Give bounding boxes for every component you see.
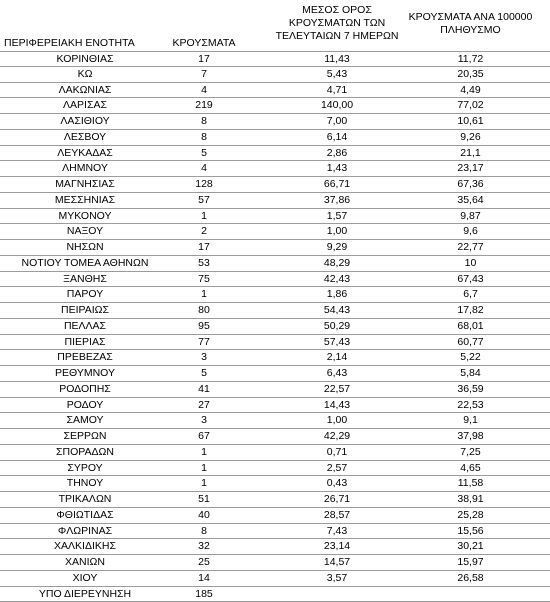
cell-cases: 32: [168, 539, 240, 554]
table-row: [0, 508, 550, 524]
header-mean-7-days: ΜΕΣΟΣ ΟΡΟΣ ΚΡΟΥΣΜΑΤΩΝ ΤΩΝ ΤΕΛΕΥΤΑΙΩΝ 7 ΗΜΕΡΩΝ: [272, 4, 402, 43]
cell-region: ΣΠΟΡΑΔΩΝ: [0, 445, 170, 460]
table-row: [0, 555, 550, 571]
cell-cases-per-100k: 67,36: [403, 177, 538, 192]
cell-region: ΜΑΓΝΗΣΙΑΣ: [0, 177, 170, 192]
cell-cases-per-100k: 37,98: [403, 429, 538, 444]
cell-region: ΜΕΣΣΗΝΙΑΣ: [0, 193, 170, 208]
cell-region: ΣΥΡΟΥ: [0, 461, 170, 476]
cell-region: ΠΡΕΒΕΖΑΣ: [0, 350, 170, 365]
cell-mean-7-days: 2,14: [272, 350, 402, 365]
table-row: [0, 130, 550, 146]
cell-cases: 3: [168, 413, 240, 428]
header-cases-per-100k: ΚΡΟΥΣΜΑΤΑ ΑΝΑ 100000 ΠΛΗΘΥΣΜΟ: [403, 11, 538, 37]
cell-region: ΞΑΝΘΗΣ: [0, 272, 170, 287]
table-row: [0, 335, 550, 351]
cell-mean-7-days: 42,29: [272, 429, 402, 444]
cell-mean-7-days: 2,86: [272, 146, 402, 161]
cell-mean-7-days: 140,00: [272, 98, 402, 113]
cell-mean-7-days: 5,43: [272, 67, 402, 82]
table-row: [0, 445, 550, 461]
cell-mean-7-days: 54,43: [272, 303, 402, 318]
table-row: [0, 413, 550, 429]
cell-cases: 3: [168, 350, 240, 365]
cell-cases-per-100k: 15,97: [403, 555, 538, 570]
cell-region: ΛΕΣΒΟΥ: [0, 130, 170, 145]
cell-cases-per-100k: 30,21: [403, 539, 538, 554]
cell-cases-per-100k: 5,22: [403, 350, 538, 365]
cell-mean-7-days: 4,71: [272, 83, 402, 98]
cell-mean-7-days: 3,57: [272, 571, 402, 586]
cell-mean-7-days: 7,43: [272, 524, 402, 539]
cell-cases-per-100k: 38,91: [403, 492, 538, 507]
cell-mean-7-days: 7,00: [272, 114, 402, 129]
cell-region: ΛΗΜΝΟΥ: [0, 161, 170, 176]
cell-cases-per-100k: 9,26: [403, 130, 538, 145]
table-row: [0, 224, 550, 240]
cell-region: ΝΟΤΙΟΥ ΤΟΜΕΑ ΑΘΗΝΩΝ: [0, 256, 170, 271]
table-row: [0, 524, 550, 540]
cell-cases: 128: [168, 177, 240, 192]
cell-region: ΠΕΙΡΑΙΩΣ: [0, 303, 170, 318]
cell-cases-per-100k: 4,49: [403, 83, 538, 98]
cell-region: ΝΑΞΟΥ: [0, 224, 170, 239]
cell-cases: 219: [168, 98, 240, 113]
cell-cases-per-100k: 9,6: [403, 224, 538, 239]
cell-region: ΥΠΟ ΔΙΕΡΕΥΝΗΣΗ: [0, 587, 170, 602]
cell-mean-7-days: 9,29: [272, 240, 402, 255]
table-row: [0, 492, 550, 508]
cell-cases-per-100k: 11,72: [403, 52, 538, 67]
cell-region: ΚΩ: [0, 67, 170, 82]
cell-cases: 1: [168, 445, 240, 460]
table-header: [0, 0, 550, 50]
cell-cases: 41: [168, 382, 240, 397]
cell-cases: 5: [168, 146, 240, 161]
cell-cases: 1: [168, 461, 240, 476]
cell-region: ΛΑΣΙΘΙΟΥ: [0, 114, 170, 129]
table-row: [0, 319, 550, 335]
cell-cases-per-100k: 7,25: [403, 445, 538, 460]
table-row: [0, 177, 550, 193]
cell-cases-per-100k: 6,7: [403, 287, 538, 302]
cell-cases-per-100k: 10: [403, 256, 538, 271]
cell-cases: 1: [168, 476, 240, 491]
cell-cases: 8: [168, 524, 240, 539]
cell-region: ΤΗΝΟΥ: [0, 476, 170, 491]
cell-cases: 77: [168, 335, 240, 350]
table-row: [0, 193, 550, 209]
table-row: [0, 539, 550, 555]
cell-cases-per-100k: 4,65: [403, 461, 538, 476]
cell-cases: 14: [168, 571, 240, 586]
cell-mean-7-days: 42,43: [272, 272, 402, 287]
cell-region: ΦΛΩΡΙΝΑΣ: [0, 524, 170, 539]
cell-mean-7-days: 14,57: [272, 555, 402, 570]
table-row: [0, 461, 550, 477]
table-body: [0, 51, 550, 602]
cell-cases-per-100k: 20,35: [403, 67, 538, 82]
cell-cases-per-100k: 35,64: [403, 193, 538, 208]
cell-region: ΛΑΚΩΝΙΑΣ: [0, 83, 170, 98]
cell-cases: 4: [168, 161, 240, 176]
table-row: [0, 83, 550, 99]
cell-mean-7-days: 48,29: [272, 256, 402, 271]
cell-mean-7-days: 22,57: [272, 382, 402, 397]
cell-cases-per-100k: 36,59: [403, 382, 538, 397]
cell-mean-7-days: 66,71: [272, 177, 402, 192]
cell-mean-7-days: 1,00: [272, 224, 402, 239]
cell-region: ΛΕΥΚΑΔΑΣ: [0, 146, 170, 161]
table-row: [0, 303, 550, 319]
cell-cases-per-100k: 67,43: [403, 272, 538, 287]
table-row: [0, 476, 550, 492]
cell-mean-7-days: 14,43: [272, 398, 402, 413]
cell-cases: 40: [168, 508, 240, 523]
cell-cases: 27: [168, 398, 240, 413]
cell-mean-7-days: 11,43: [272, 52, 402, 67]
cell-mean-7-days: 57,43: [272, 335, 402, 350]
cell-cases-per-100k: 5,84: [403, 366, 538, 381]
cell-region: ΡΟΔΟΠΗΣ: [0, 382, 170, 397]
cell-cases: 4: [168, 83, 240, 98]
table-row: [0, 161, 550, 177]
cell-mean-7-days: 26,71: [272, 492, 402, 507]
cell-region: ΠΕΛΛΑΣ: [0, 319, 170, 334]
table-row: [0, 272, 550, 288]
table-row: [0, 429, 550, 445]
cell-cases: 80: [168, 303, 240, 318]
cell-region: ΠΑΡΟΥ: [0, 287, 170, 302]
cell-cases: 67: [168, 429, 240, 444]
table-row: [0, 98, 550, 114]
cell-cases: 75: [168, 272, 240, 287]
table-row: [0, 350, 550, 366]
cell-cases-per-100k: 21,1: [403, 146, 538, 161]
cell-region: ΠΙΕΡΙΑΣ: [0, 335, 170, 350]
cell-mean-7-days: 1,57: [272, 209, 402, 224]
table-row: [0, 587, 550, 602]
cell-cases: 8: [168, 114, 240, 129]
cell-region: ΣΑΜΟΥ: [0, 413, 170, 428]
header-region: ΠΕΡΙΦΕΡΕΙΑΚΗ ΕΝΟΤΗΤΑ: [4, 37, 174, 50]
table-row: [0, 382, 550, 398]
cell-cases: 1: [168, 287, 240, 302]
cell-cases-per-100k: 10,61: [403, 114, 538, 129]
cell-cases: 8: [168, 130, 240, 145]
cell-mean-7-days: 28,57: [272, 508, 402, 523]
cell-cases-per-100k: 9,87: [403, 209, 538, 224]
cell-mean-7-days: 1,43: [272, 161, 402, 176]
table-row: [0, 398, 550, 414]
cell-region: ΜΥΚΟΝΟΥ: [0, 209, 170, 224]
cell-cases: 2: [168, 224, 240, 239]
cell-cases-per-100k: 68,01: [403, 319, 538, 334]
cell-region: ΧΑΝΙΩΝ: [0, 555, 170, 570]
cell-mean-7-days: 23,14: [272, 539, 402, 554]
header-cases: ΚΡΟΥΣΜΑΤΑ: [168, 37, 240, 50]
cell-cases-per-100k: 23,17: [403, 161, 538, 176]
cell-cases-per-100k: 15,56: [403, 524, 538, 539]
cell-cases: 17: [168, 240, 240, 255]
table-row: [0, 366, 550, 382]
cell-cases-per-100k: 25,28: [403, 508, 538, 523]
table-row: [0, 571, 550, 587]
cell-cases: 57: [168, 193, 240, 208]
table-row: [0, 256, 550, 272]
cell-region: ΝΗΣΩΝ: [0, 240, 170, 255]
table-row: [0, 287, 550, 303]
table-row: [0, 114, 550, 130]
cell-mean-7-days: 6,14: [272, 130, 402, 145]
cell-cases: 25: [168, 555, 240, 570]
table-row: [0, 240, 550, 256]
cell-region: ΣΕΡΡΩΝ: [0, 429, 170, 444]
table-row: [0, 146, 550, 162]
cell-mean-7-days: 2,57: [272, 461, 402, 476]
cell-region: ΦΘΙΩΤΙΔΑΣ: [0, 508, 170, 523]
cell-cases-per-100k: 22,53: [403, 398, 538, 413]
cell-mean-7-days: 50,29: [272, 319, 402, 334]
cell-mean-7-days: 0,71: [272, 445, 402, 460]
cell-cases-per-100k: 11,58: [403, 476, 538, 491]
cell-cases: 53: [168, 256, 240, 271]
cell-region: ΡΕΘΥΜΝΟΥ: [0, 366, 170, 381]
cell-region: ΤΡΙΚΑΛΩΝ: [0, 492, 170, 507]
cell-cases-per-100k: 77,02: [403, 98, 538, 113]
cell-cases-per-100k: 9,1: [403, 413, 538, 428]
cell-region: ΛΑΡΙΣΑΣ: [0, 98, 170, 113]
cell-cases: 1: [168, 209, 240, 224]
cell-mean-7-days: 0,43: [272, 476, 402, 491]
cell-mean-7-days: 1,00: [272, 413, 402, 428]
cell-region: ΡΟΔΟΥ: [0, 398, 170, 413]
table-row: [0, 209, 550, 225]
table-row: [0, 67, 550, 83]
cell-cases-per-100k: 26,58: [403, 571, 538, 586]
cell-cases: 185: [168, 587, 240, 602]
cell-region: ΧΙΟΥ: [0, 571, 170, 586]
cell-cases: 17: [168, 52, 240, 67]
cell-cases: 95: [168, 319, 240, 334]
cell-cases: 7: [168, 67, 240, 82]
table-row: [0, 51, 550, 67]
cell-cases-per-100k: 22,77: [403, 240, 538, 255]
cell-region: ΚΟΡΙΝΘΙΑΣ: [0, 52, 170, 67]
cell-cases-per-100k: 17,82: [403, 303, 538, 318]
cell-mean-7-days: 37,86: [272, 193, 402, 208]
cell-cases-per-100k: 60,77: [403, 335, 538, 350]
cell-cases: 5: [168, 366, 240, 381]
cell-mean-7-days: 6,43: [272, 366, 402, 381]
cell-mean-7-days: 1,86: [272, 287, 402, 302]
cell-region: ΧΑΛΚΙΔΙΚΗΣ: [0, 539, 170, 554]
cell-cases: 51: [168, 492, 240, 507]
